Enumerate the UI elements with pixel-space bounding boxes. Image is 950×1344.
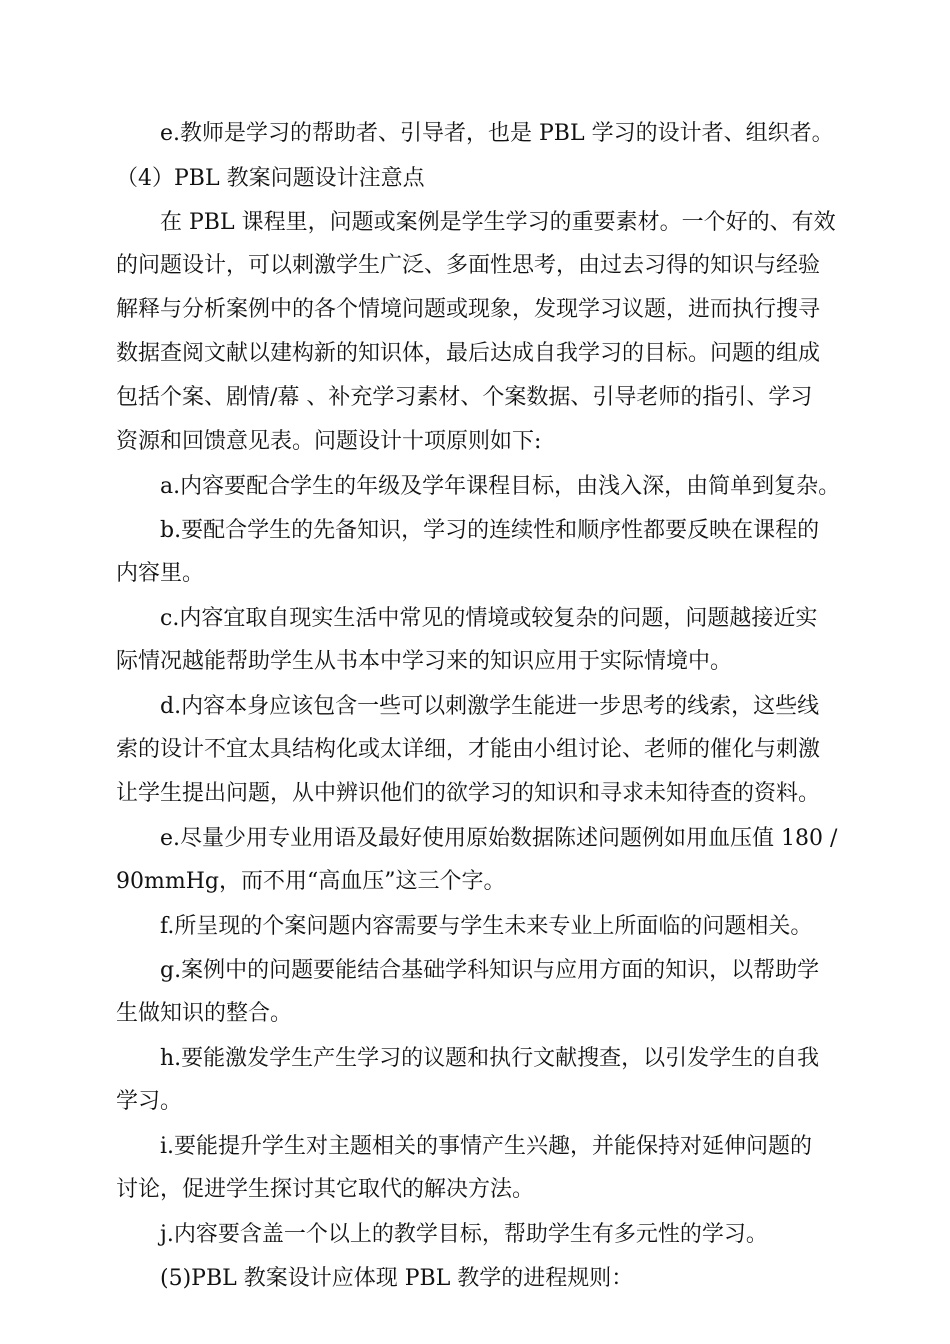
text-line: 讨论，促进学生探讨其它取代的解决方法。: [116, 1177, 535, 1202]
section-heading: （4）PBL 教案问题设计注意点: [116, 166, 425, 191]
text-line: 际情况越能帮助学生从书本中学习来的知识应用于实际情境中。: [116, 649, 733, 674]
text-line: 包括个案、剧情/幕 、补充学习素材、个案数据、引导老师的指引、学习: [116, 385, 813, 410]
text-line: 让学生提出问题，从中辨识他们的欲学习的知识和寻求未知待查的资料。: [116, 781, 821, 806]
list-item: d.内容本身应该包含一些可以刺激学生能进一步思考的线索，这些线: [160, 694, 820, 719]
text-line: 资源和回馈意见表。问题设计十项原则如下:: [116, 429, 542, 454]
text-line: 生做知识的整合。: [116, 1001, 293, 1026]
text-line: 索的设计不宜太具结构化或太详细，才能由小组讨论、老师的催化与刺激: [116, 737, 821, 762]
list-item: h.要能激发学生产生学习的议题和执行文献搜查，以引发学生的自我: [160, 1046, 820, 1071]
list-item: g.案例中的问题要能结合基础学科知识与应用方面的知识，以帮助学: [160, 958, 820, 983]
list-item: b.要配合学生的先备知识，学习的连续性和顺序性都要反映在课程的: [160, 518, 820, 543]
text-line: 解释与分析案例中的各个情境问题或现象，发现学习议题，进而执行搜寻: [116, 297, 821, 322]
section-heading: (5)PBL 教案设计应体现 PBL 教学的进程规则：: [160, 1266, 634, 1291]
list-item: f.所呈现的个案问题内容需要与学生未来专业上所面临的问题相关。: [160, 914, 813, 939]
list-item: c.内容宜取自现实生活中常见的情境或较复杂的问题，问题越接近实: [160, 606, 818, 631]
text-line: 学习。: [116, 1089, 183, 1114]
text-line: 内容里。: [116, 561, 205, 586]
list-item: j.内容要含盖一个以上的教学目标，帮助学生有多元性的学习。: [160, 1222, 768, 1247]
text-line: 在 PBL 课程里，问题或案例是学生学习的重要素材。一个好的、有效: [160, 210, 836, 235]
text-line: 数据查阅文献以建构新的知识体，最后达成自我学习的目标。问题的组成: [116, 341, 821, 366]
list-item: a.内容要配合学生的年级及学年课程目标，由浅入深，由简单到复杂。: [160, 474, 841, 499]
text-line: 的问题设计，可以刺激学生广泛、多面性思考，由过去习得的知识与经验: [116, 253, 821, 278]
list-item: i.要能提升学生对主题相关的事情产生兴趣，并能保持对延伸问题的: [160, 1134, 813, 1159]
list-item: e.尽量少用专业用语及最好使用原始数据陈述问题例如用血压值 180 /: [160, 826, 838, 851]
text-line: 90mmHg，而不用“高血压”这三个字。: [116, 869, 506, 894]
text-line: e.教师是学习的帮助者、引导者，也是 PBL 学习的设计者、组织者。: [160, 121, 834, 146]
